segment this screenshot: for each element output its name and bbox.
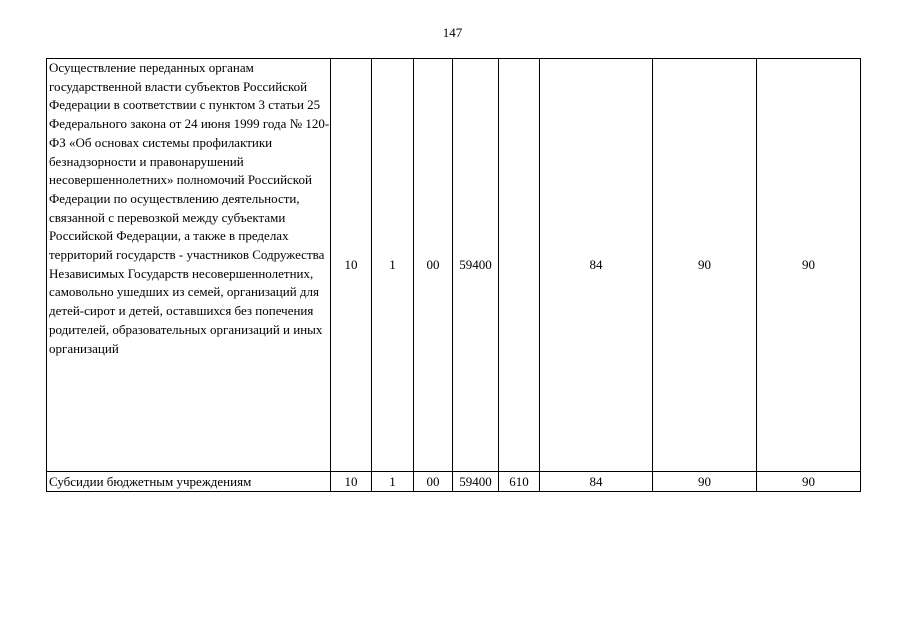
subsection-code: 1 [372,59,414,472]
budget-table [46,58,861,492]
amount-year-2: 90 [653,59,757,472]
program-code: 00 [414,59,453,472]
amount-year-1: 84 [540,472,653,492]
table-row [47,472,861,492]
section-code: 10 [331,59,372,472]
target-item-code: 59400 [453,59,499,472]
section-code: 10 [331,472,372,492]
page-number: 147 [442,25,463,40]
amount-year-3: 90 [757,472,861,492]
row-description: Осуществление переданных органам государственной власти субъектов Российской Федерации в соответствии с пунктом 3 статьи 25 Федерального закона от 24 июня 1999 года № 120-ФЗ «Об основах системы профилактики безнадзорности и правонарушений несовершеннолетних» полномочий Российской Федерации по осуществлению деятельности, связанной с перевозкой между субъектами Российской Федерации, а также в пределах территорий государств - участников Содружества Независимых Государств несовершеннолетних, самовольно ушедших из семей, организаций для детей-сирот и детей, оставшихся без попечения родителей, образовательных организаций и иных организаций [47,59,331,472]
subsection-code: 1 [372,472,414,492]
amount-year-1: 84 [540,59,653,472]
target-item-code: 59400 [453,472,499,492]
table-row [47,59,861,472]
amount-year-3: 90 [757,59,861,472]
program-code: 00 [414,472,453,492]
row-description: Субсидии бюджетным учреждениям [47,472,331,492]
amount-year-2: 90 [653,472,757,492]
expense-type-code [499,59,540,472]
expense-type-code: 610 [499,472,540,492]
